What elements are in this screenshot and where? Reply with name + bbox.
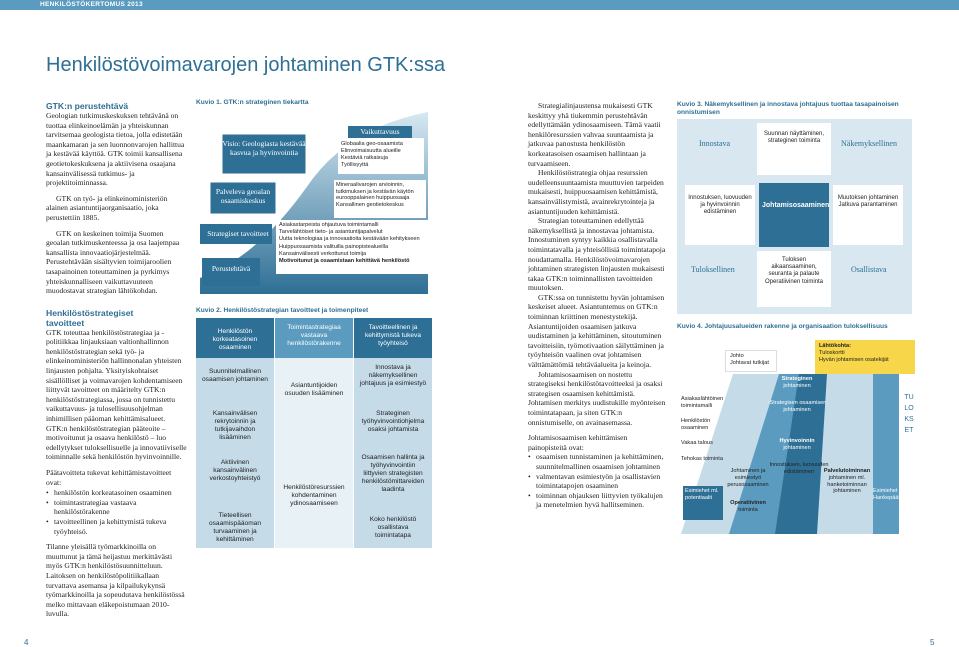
strategiset-text: Strategiset tavoitteet xyxy=(207,229,269,238)
section-label: HENKILÖSTÖKERTOMUS 2013 xyxy=(40,1,143,8)
vision-text: Visio: Geologiasta kestävää kasvua ja hyvinvointia xyxy=(222,139,306,157)
column-1 xyxy=(46,101,188,625)
measure: Suunnitelmallinen osaamisen johtaminen xyxy=(202,368,268,383)
paragraph: Johtamisosaamisen on nostettu strategiseksi henkilöstötavoitteeksi ja osaksi strategisen osaamisen kehittämistä. Johtamisen merkitys uudistukille myönteisen toimintatapaan, ja siten GTK:n onnistumiselle, on avainasemassa. xyxy=(528,369,666,427)
measure: Strateginen työhyvinvointiohjelma osaksi johtamista xyxy=(361,410,425,433)
box-innostuksen: Innostuksen, luovuuden edistäminen xyxy=(769,462,829,475)
list-item: Motivoitunut ja osaamistaan kehittävä henkilöstö xyxy=(279,258,410,265)
palvelu-label: Palvelutoiminnan xyxy=(823,468,871,474)
paragraph: GTK:ssa on tunnistettu hyvän johtamisen keskeiset alueet. Asiantuntemus on GTK:n toiminnan kriittinen menestystekijä. Asiantuntijoiden osaamisen jatkuva uudistaminen ja kehittäminen, sitoutuminen tavoitteisiin, työmotivaation säilyttäminen ja työyhteisön vaalinen ovat johtamisen välttämättömiä tehtäväalueita ja keinoja. xyxy=(528,292,665,370)
list-item: • toimintastrategiaa vastaava henkilöstörakenne xyxy=(46,498,188,517)
header-osaaminen: Henkilöstön korkeatasoinen osaaminen xyxy=(196,318,274,358)
box-johto xyxy=(725,350,777,372)
list-item: Globaalia geo-osaamista xyxy=(341,141,403,147)
list-item: Huippuosaamista valituilla painopistealueilla xyxy=(279,243,389,250)
box-right: Muutoksen johtaminen Jatkuva parantaminen xyxy=(833,185,903,245)
figure-3-caption: Kuvio 3. Näkemyksellinen ja innostava johtajuus tuottaa tasapainoisen onnistumisen xyxy=(677,101,899,116)
list-item: • henkilöstön korkeatasoinen osaaminen xyxy=(46,488,188,498)
figure-2-caption: Kuvio 2. Henkilöstöstrategian tavoitteet ja toimenpiteet xyxy=(196,307,369,314)
hyvinvointi-label: Hyvinvoinnin xyxy=(779,438,815,444)
paragraph: GTK toteuttaa henkilöstöstrategiaa ja -politiikkaa linjauksiaan valtionhallinnon henkilöstöstrategian sekä työ- ja elinkeinoministeriön hallinnonalan yhteisten linjausten pohjalta. Yksityiskohtaiset sisällölliset ja voimavarojen kohdentamiseen liittyvät tavoitteet on määritelty GTK:n henkilöstöstrategiassa, jossa on tunnistettu vaikuttavuus- ja tulosellisuusohjelman inhimillisen pääoman kehittämisalueet. GTK:n henkilöstöstrategian pääteoite – motivoitunut ja osaava henkilöstö – luo edellytykset tuloksellisuelle ja innovatiiviselle toiminnalle sekä henkilöstön hyvinvoinnille. xyxy=(46,327,187,462)
list-item: Tarvelähtöiset tieto- ja asiantuntijapalvelut xyxy=(279,229,383,236)
list-item: Asiakastarpeista ohjautuva toimintamalli xyxy=(279,222,379,228)
measure: Henkilöstöresurssien kohdentaminen ydinosaamiseen xyxy=(283,484,345,507)
figure-1-caption: Kuvio 1. GTK:n strateginen tiekartta xyxy=(196,99,309,106)
label-osallistava: Osallistava xyxy=(851,265,887,274)
tulokset-vertical: TULOKSET xyxy=(904,394,914,434)
column-3 xyxy=(528,101,668,515)
perustehtava-text: Perustehtävä xyxy=(211,264,251,273)
vaikuttavuus-text: Vaikuttavuus xyxy=(360,127,400,136)
side-item: Vakaa talous xyxy=(681,440,713,446)
measure: Tieteellisen osaamispääoman turvaaminen ja kehittäminen xyxy=(208,512,262,543)
list-item: Hyvän johtamisen osatekijät xyxy=(819,356,889,363)
goal-list xyxy=(279,222,431,265)
paragraph: Henkilöstöstrategia ohjaa resurssien uudelleensuuntaamista muuttuvien tarpeiden mukaisesti, huippuosaamisen kehittämistä, kansainvälistymistä, avainrekrytointeja ja asiantuntijuuden kehittämistä. xyxy=(528,168,664,216)
palvelu-sub: johtaminen ml. hanketoiminnan johtaminen xyxy=(827,474,867,495)
page-number-right: 5 xyxy=(930,638,935,647)
measure: Aktiivinen kansainvälinen verkostoyhteistyö xyxy=(209,459,261,482)
paragraph: GTK on keskeinen toimija Suomen geoalan tutkimuskenteessa ja osa laajempaa kansallista innovaatiojärjestelmää. Perustehtävään sisältyvien toimijaroolien tasapainoinen toteuttaminen ja pyrkimys yhteiskunnalliseen vaikuttavuuteen muodostavat strategian lähtökohdan. xyxy=(46,228,180,296)
measure: Koko henkilöstö osallistava toimintatapa xyxy=(369,516,417,539)
figure-4-diagram xyxy=(677,334,923,534)
figure-4-caption: Kuvio 4. Johtajuusalueiden rakenne ja organisaation tuloksellisuus xyxy=(677,323,888,330)
box-lahtokohta xyxy=(815,340,915,374)
box-esimiehet: Esimiehet ml. potentiaalit xyxy=(683,486,723,520)
header-rakenne: Toimintastrategiaa vastaava henkilöstörakenne xyxy=(275,318,353,358)
operatiivinen-label: Operatiivinen xyxy=(730,500,766,506)
box-perusosaaminen: Johtaminen ja esimiestyö perusosaaminen xyxy=(727,468,769,488)
list-item: Uutta teknologiaa ja innovaatioita kestävään kehitykseen xyxy=(279,236,420,243)
side-item: Asiakaslähtöinen toimintamalli xyxy=(681,396,724,409)
johto-label: Johto xyxy=(730,353,744,359)
box-hyvinvointi xyxy=(767,438,827,452)
figure-2-matrix xyxy=(196,318,432,548)
box-left: Innostuksen, luovuuden ja hyvinvoinnin edistäminen xyxy=(685,185,755,245)
list-item: • tavoitteellinen ja kehittymistä tukeva työyhteisö. xyxy=(46,517,188,536)
box-center: Johtamisosaaminen xyxy=(759,183,829,247)
paragraph: Päätavoitteta tukevat kehittämistavoitteet ovat: xyxy=(46,468,172,487)
label-nakemyksellinen: Näkemyksellinen xyxy=(841,139,897,148)
box-strategisen: -Strategisen osaamisen johtaminen xyxy=(767,400,827,413)
list-item: Tuloskortti xyxy=(819,349,845,356)
goal-list xyxy=(46,488,188,536)
box-hanke: Esimiehet Hankepäälliköt xyxy=(873,488,910,501)
side-item: Tehokas toiminta xyxy=(681,456,723,462)
box-strateginen xyxy=(769,376,825,390)
paragraph: Strategialinjaustensa mukaisesti GTK keskittyy yhä tiukemmin perustehtävän edellyttämään ydinosaamiseen. Tämä vaatii henkilöresurssien vahvaa suuntaamista ja jatkuvaa panostusta henkilöstön korkeatasoisen osaamisen hallintaan ja turvaamiseen. xyxy=(528,101,661,168)
list-item: Kansallinen geotietokeskus xyxy=(336,201,404,208)
operatiivinen-sub: toiminta xyxy=(738,506,758,513)
list-item: Kestäviä ratkaisuja xyxy=(341,155,388,161)
page-title: Henkilöstövoimavarojen johtaminen GTK:ssa xyxy=(46,54,446,76)
header-tyoyhteiso: Tavoitteellinen ja kehittymistä tukeva työyhteisö xyxy=(354,318,432,358)
label-innostava: Innostava xyxy=(699,139,731,148)
lahtokohta-label: Lähtökohta: xyxy=(819,343,852,349)
list-item: Kansainvälisesti verkottunut toimija xyxy=(279,250,367,257)
johtavat-label: Johtavat tutkijat xyxy=(730,359,769,366)
box-operatiivinen xyxy=(721,500,775,514)
measure: Osaamisen hallinta ja työhyvinvointiin liittyvien strategisten henkilöstömittareiden laadinta xyxy=(361,454,425,493)
label-tuloksellinen: Tuloksellinen xyxy=(691,265,735,274)
measure: Innostava ja näkemyksellinen johtajuus ja esimiestyö xyxy=(359,364,427,387)
list-item: • valmentavan esimiestyön ja osallistavien toimintatapojen osaaminen xyxy=(528,472,668,491)
side-item: Henkilöstön osaaminen xyxy=(681,418,711,431)
box-top: Suunnan näyttäminen, strateginen toiminta xyxy=(757,123,831,175)
box-bottom: Tuloksen aikaansaaminen, seuranta ja palaute Operatiivinen toiminta xyxy=(757,251,831,307)
section-bar xyxy=(0,0,959,10)
strateginen-label: Strateginen xyxy=(781,376,813,382)
strateginen-sub: johtaminen xyxy=(783,382,811,389)
paragraph: Johtamisosaamisen kehittämisen painopisteitä ovat: xyxy=(528,433,628,452)
focus-list xyxy=(528,452,668,510)
hyvinvointi-sub: johtaminen xyxy=(783,444,811,451)
heading-tavoitteet: Henkilöstöstrategiset tavoitteet xyxy=(46,307,134,328)
palveleva-text: Palveleva geoalan osaamiskeskus xyxy=(215,187,271,205)
list-item: Elinvoimaisuutta alueille xyxy=(341,148,401,154)
list-item: Mineraalivarojen arvioinnin, tutkimuksen ja kestävän käytön eurooppalainen huippuosaaja xyxy=(336,182,414,202)
paragraph: Strategian toteuttaminen edellyttää näkemyksellistä ja innostavaa johtamista. Innostuminen syntyy kaikkia osallistavalla toimintatavalla ja yhteisöllisiä toimintatapoja noudattamalla. Henkilöstövoimavarojen johtaminen strategisten linjausten mukaisesti takaa GTK:n toiminnallisten tavoitteiden muutoksen. xyxy=(528,216,666,293)
paragraph: Tilanne yleisällä työmarkkinoilla on muuttunut ja tämä heijastuu merkittävästi myös GTK:n henkilöstösuunnitteluun. Laitoksen on henkilöstöpolitiikallaan turvattava asemansa ja kilpailukykynsä työmarkkinoilla ja sopeudutava henkilöstössä melko mittavaan eläkepoistumaan 2010-luvulla. xyxy=(46,542,185,619)
mission-list xyxy=(336,182,428,208)
measure: Kansainvälisen rekrytoinnin ja tutkijavaihdon lisääminen xyxy=(212,410,258,441)
paragraph: GTK on työ- ja elinkeinoministeriön alainen asiantuntijaorganisaatio, joka perustettiin 1885. xyxy=(46,193,168,222)
list-item: • osaamisen tunnistaminen ja kehittäminen, suunnitelmallinen osaamisen johtaminen xyxy=(528,452,668,471)
list-item: Työllisyyttä xyxy=(341,162,369,168)
heading-perustehtava: GTK:n perustehtävä xyxy=(46,101,129,111)
measure: Asiantuntijoiden osuuden lisääminen xyxy=(284,382,344,397)
box-palvelu xyxy=(819,468,875,495)
figure-3-diagram xyxy=(677,119,912,314)
page-number-left: 4 xyxy=(24,638,29,647)
impact-list xyxy=(341,141,427,169)
list-item: • toiminnan ohjauksen liittyvien työkalujen ja menetelmien hyvä hallitseminen. xyxy=(528,491,668,510)
paragraph: Geologian tutkimuskeskuksen tehtävänä on tuottaa elinkeinoelämän ja yhteiskunnan tarvitsemaa geologista tietoa, jolla edistetään maankamaran ja sen luonnonvarojen hallittua ja kestävää käyttöä. GTK toimii kansallisena geotietokeskuksena ja aktiivisena osaajana kansainvälisessä tutkimus- ja projektitoiminnassa. xyxy=(46,111,185,188)
